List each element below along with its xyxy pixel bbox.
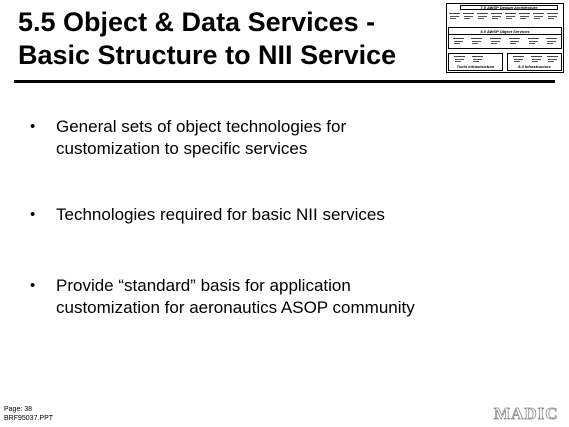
title-divider (14, 80, 555, 83)
thumbnail-middle-label: 5.5 AWSP Object Services (480, 29, 530, 34)
thumbnail-top-label: 7.5 AWSP Design Architecture (480, 5, 538, 10)
bullet-text (56, 204, 536, 226)
bullet-text-line-1: General sets of object technologies for (56, 117, 347, 136)
thumbnail-bottom-left-label: Tools Infrastructure (456, 64, 495, 69)
page-number: Page: 38 (4, 406, 33, 413)
bullet-text-line-1: Technologies required for basic NII services (56, 205, 385, 224)
thumbnail-bottom-right-label: 8.0 Infrastructure (518, 64, 551, 69)
bullet-marker: • (30, 277, 36, 294)
architecture-thumbnail (446, 3, 564, 73)
bullet-marker: • (30, 206, 36, 223)
slide-title-line-1: 5.5 Object & Data Services - (18, 7, 376, 37)
bullet-text-line-1: Provide “standard” basis for application (56, 276, 351, 295)
bullet-text-line-2: customization to specific services (56, 139, 308, 158)
bullet-marker: • (30, 118, 36, 135)
bullet-text (56, 275, 536, 319)
bullet-text (56, 116, 536, 160)
slide-title-line-2: Basic Structure to NII Service (18, 40, 397, 70)
bullet-text-line-2: customization for aeronautics ASOP community (56, 298, 415, 317)
brand-logo: MADIC (494, 404, 559, 423)
slide-title (18, 6, 438, 72)
file-name: BRF95037.PPT (4, 415, 54, 422)
slide-footer (4, 405, 53, 423)
